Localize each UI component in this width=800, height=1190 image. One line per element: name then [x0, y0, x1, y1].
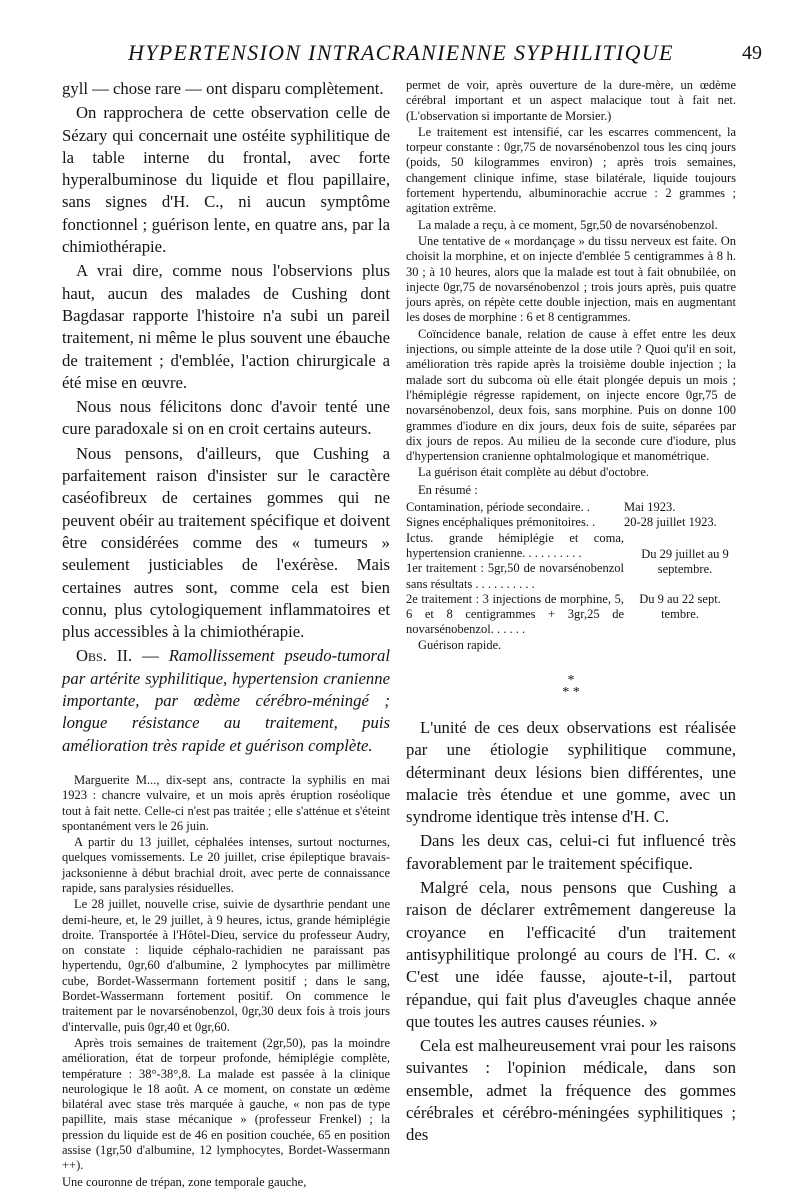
separator-star: * [567, 672, 575, 688]
summary-value: Du 9 au 22 sept. tembre. [639, 591, 721, 622]
observation-heading [62, 645, 390, 756]
page-number: 49 [742, 42, 762, 64]
running-title: HYPERTENSION INTRACRANIENNE SYPHILITIQUE [128, 40, 674, 65]
summary-row [406, 638, 736, 653]
summary-row [406, 531, 736, 592]
paragraph: Nous pensons, d'ailleurs, que Cushing a parfaitement raison d'insister sur le caractère caséofibreux de certaines gommes qui ne peuvent obéir au traitement spécifique et doivent être considérées comme des « tumeurs » seulement justiciables de l'exérèse. Mais certaines autres sont, comme cela est bien connu, plus cytologiquement inflammatoires et plus accessibles à la chimiothérapie. [62, 443, 390, 642]
section-separator [406, 672, 736, 700]
observation-dash: — [132, 646, 169, 666]
case-paragraph: La malade a reçu, à ce moment, 5gr,50 de novarsénobenzol. [418, 217, 718, 232]
paragraph: On rapprochera de cette observation celle de Sézary qui concernait une ostéite syphilitique de la table interne du frontal, avec forte hyperalbuminose du liquide et flou papillaire, sans signes d'H. C., ni aucun symptôme fonctionnel ; guérison lente, en quatre ans, par la chimiothérapie. [62, 103, 390, 257]
summary-group [406, 531, 634, 592]
paragraph: Nous nous félicitons donc d'avoir tenté une cure paradoxale si on en croit certains auteurs. [62, 397, 390, 439]
case-paragraph: Coïncidence banale, relation de cause à effet entre les deux injections, ou simple atteinte de la dose utile ? Quoi qu'il en soit, amélioration très rapide après la troisième double injection ; la malade sort du subcoma où elle était plongée depuis un mois ; l'hémiplégie régresse rapidement, on injecte encore 0gr,75 de novarsénobenzol, deux fois, sans morphine. Puis on donne 100 grammes d'iodure en dix jours, deux fois de suite, séparées par dix jours de repos. Au milieu de la seconde cure d'iodure, plus d'hypertension cranienne ophtalmologique et manométrique. [406, 326, 736, 464]
case-paragraph: Le traitement est intensifié, car les escarres commencent, la torpeur constante : 0gr,75 de novarsénobenzol tous les cinq jours (poids, 50 kilogrammes environ) ; après trois semaines, changement clinique infime, stase bilatérale, liquide toujours fortement hypertendu, albuminorachie accrue : 2 grammes ; agitation extrême. [406, 124, 736, 216]
paragraph: gyll — chose rare — ont disparu complètement. [62, 79, 384, 98]
summary-heading: En résumé : [418, 482, 478, 497]
summary-row [406, 515, 736, 530]
summary-label: Ictus. grande hémiplégie et coma, hypertension cranienne. . . . . . . . . . [406, 530, 624, 560]
summary-row [406, 592, 736, 638]
separator-star: * * [562, 684, 580, 700]
spacer [62, 757, 390, 773]
paragraph: A vrai dire, comme nous l'observions plus haut, aucun des malades de Cushing dont Bagdasar rapporte l'histoire n'a subi un pareil traitement, ni même le plus souvent une ébauche de traitement ; d'emblée, l'action chirurgicale a été mise en œuvre. [62, 261, 390, 392]
case-paragraph: Marguerite M..., dix-sept ans, contracte la syphilis en mai 1923 : chancre vulvaire, et un mois après éruption roséolique tout à fait nette. Celle-ci n'est pas traitée ; elle s'atténue et s'éteint spontanément vers le 26 juin. [62, 772, 390, 833]
right-column [406, 78, 736, 1147]
paragraph: Dans les deux cas, celui-ci fut influencé très favorablement par le traitement spécifique. [406, 831, 736, 873]
summary-label: Guérison rapide. [418, 637, 502, 652]
summary-label: 1er traitement : 5gr,50 de novarsénobenzol sans résultats . . . . . . . . . . [406, 561, 624, 591]
case-paragraph: Après trois semaines de traitement (2gr,50), pas la moindre amélioration, état de torpeur profonde, hémiplégie complète, température : 38°-38°,8. La malade est passée à la clinique neurologique le 18 août. A ce moment, on constate un œdème bilatéral avec stase très marquée à gauche, « non pas de type papillite, mais stase mécanique » (professeur Frenkel) ; la pression du liquide est de 46 en position couchée, 65 en position assise (1gr,50 d'albumine, 12 lymphocytes, Bordet-Wassermann ++). [62, 1035, 390, 1173]
paragraph: L'unité de ces deux observations est réalisée par une étiologie syphilitique commune, déterminant deux lésions bien différentes, une malacie très étendue et une gomme, avec un syndrome identique très intense d'H. C. [406, 717, 736, 827]
left-column [62, 78, 390, 1190]
case-paragraph: permet de voir, après ouverture de la dure-mère, un œdème cérébral important et un aspect malacique tout à fait net. (L'observation si importante de Morsier.) [406, 78, 736, 123]
case-paragraph: La guérison était complète au début d'octobre. [418, 465, 649, 480]
summary-table [406, 500, 736, 653]
summary-label: Signes encéphaliques prémonitoires. . [406, 515, 596, 530]
summary-label: 2e traitement : 3 injections de morphine, 5, 6 et 8 centigrammes + 3gr,25 de novarsénobenzol. . . . . . [406, 591, 624, 637]
case-paragraph: Le 28 juillet, nouvelle crise, suivie de dysarthrie pendant une demi-heure, et, le 29 juillet, à 9 heures, ictus, grande hémiplégie droite. Transportée à l'Hôtel-Dieu, service du professeur Audry, on constate : liquide céphalo-rachidien ne paraissant pas hypertendu, 0gr,60 d'albumine, 2 lymphocytes par millimètre cube, Bordet-Wassermann fortement positif ; dans le sang, Bordet-Wassermann fortement positif. On commence le traitement par le novarsénobenzol, 0gr,30 deux fois à trois jours d'intervalle, puis 0gr,40 et 0gr,60. [62, 897, 390, 1034]
summary-value: Mai 1923. [624, 500, 676, 515]
case-paragraph: Une tentative de « mordançage » du tissu nerveux est faite. On choisit la morphine, et on injecte d'emblée 5 centigrammes à 8 h. 30 ; à 10 heures, alors que la malade est tout à fait obnubilée, on injecte 0gr,75 de novarsénobenzol ; trois jours après, puis quatre jours après, on répète cette double injection, mais en augmentant les doses de morphine : 6 et 8 centigrammes. [406, 233, 736, 325]
case-paragraph: Une couronne de trépan, zone temporale gauche, [62, 1174, 307, 1189]
observation-number: Obs. II. [76, 646, 133, 666]
summary-value: Du 29 juillet au 9 septembre. [641, 546, 729, 576]
summary-row [406, 500, 736, 515]
paragraph: Cela est malheureusement vrai pour les raisons suivantes : l'opinion médicale, dans son ensemble, admet la fréquence des gommes cérébrales et cérébro-méningées syphilitiques ; des [406, 1036, 736, 1145]
case-paragraph: A partir du 13 juillet, céphalées intenses, surtout nocturnes, quelques vomissements. Le 20 juillet, crise épileptique bravais-jacksonienne à début brachial droit, avec perte de connaissance rapide, sans paralysies résiduelles. [62, 835, 390, 895]
summary-label: Contamination, période secondaire. . [406, 500, 590, 515]
page-header [62, 40, 762, 70]
paragraph: Malgré cela, nous pensons que Cushing a raison de déclarer extrêmement dangereuse la croyance en l'efficacité d'un traitement antisyphilitique prolongé au cours de l'H. C. « C'est une idée fausse, ajoute-t-il, partout répandue, qui fait plus d'aveugles chaque année que toutes les autres causes réunies. » [406, 878, 736, 1031]
summary-value: 20-28 juillet 1923. [624, 515, 717, 530]
observation-title: Ramollissement pseudo-tumoral par artérite syphilitique, hypertension cranienne importante, par œdème cérébro-méningé ; longue résistance au traitement, puis amélioration très rapide et guérison complète. [62, 646, 391, 755]
